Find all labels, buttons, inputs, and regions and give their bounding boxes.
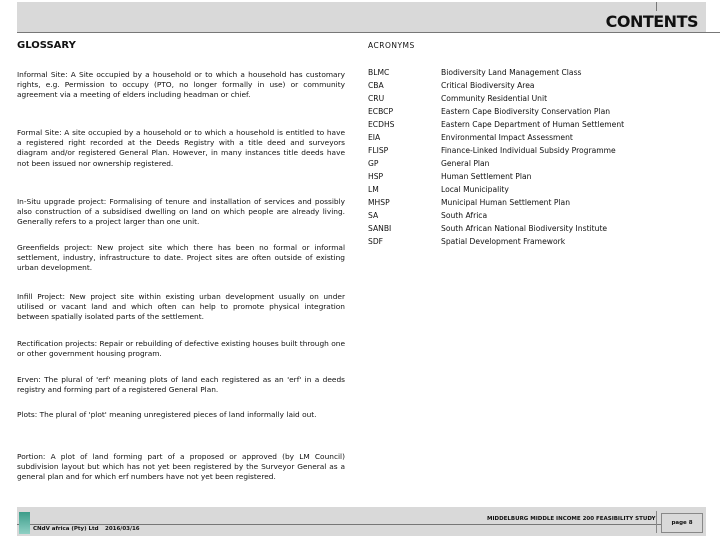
acronym-definition: Critical Biodiversity Area <box>441 81 535 90</box>
acronym-definition: South Africa <box>441 211 488 220</box>
acronym-row <box>368 118 624 131</box>
acronym-definition: Municipal Human Settlement Plan <box>441 198 571 207</box>
acronym-row <box>368 196 624 209</box>
acronym-definition: Community Residential Unit <box>441 94 548 103</box>
glossary-entry: Formal Site: A site occupied by a household or to which a household is entitled to have a registered right recorded at the Deeds Registry with a title deed and surveyors diagram and/or registered General Plan. However, in many instances title deeds have not been issued nor ownership registered. <box>17 128 345 168</box>
acronym-list <box>368 66 624 248</box>
divider <box>656 2 657 11</box>
acronym-definition: Local Municipality <box>441 185 509 194</box>
acronym-abbr: CRU <box>368 94 385 103</box>
acronym-row <box>368 222 624 235</box>
acronym-row <box>368 79 624 92</box>
acronym-row <box>368 157 624 170</box>
footer-company: CNdV africa (Pty) Ltd <box>33 526 99 532</box>
glossary-entry: Erven: The plural of 'erf' meaning plots of land each registered as an 'erf' in a deeds registry and forming part of a registered General Plan. <box>17 375 345 395</box>
acronym-abbr: ECBCP <box>368 107 394 116</box>
acronym-definition: General Plan <box>441 159 490 168</box>
acronym-abbr: FLISP <box>368 146 389 155</box>
page-number: page 8 <box>661 513 703 533</box>
acronym-row <box>368 209 624 222</box>
footer-date: 2016/03/16 <box>105 526 140 532</box>
acronym-definition: Eastern Cape Department of Human Settlement <box>441 120 625 129</box>
acronym-definition: Environmental Impact Assessment <box>441 133 573 142</box>
acronym-abbr: SANBI <box>368 224 392 233</box>
header-rule <box>17 32 720 33</box>
divider <box>656 511 657 533</box>
glossary-entry: Greenfields project: New project site which there has been no formal or informal settlement, industry, infrastructure to date. Project sites are often outside of existing urban development. <box>17 243 345 273</box>
acronym-definition: South African National Biodiversity Institute <box>441 224 608 233</box>
acronym-row <box>368 105 624 118</box>
acronym-abbr: GP <box>368 159 379 168</box>
footer-rule <box>17 524 662 525</box>
acronym-definition: Spatial Development Framework <box>441 237 566 246</box>
glossary-entry: Portion: A plot of land forming part of a proposed or approved (by LM Council) subdivision layout but which has not yet been registered by the Surveyor General as a general plan and for which erf numbers have not yet been registered. <box>17 452 345 482</box>
acronym-definition: Eastern Cape Biodiversity Conservation Plan <box>441 107 611 116</box>
page-title: CONTENTS <box>605 12 698 31</box>
glossary-entry: Infill Project: New project site within existing urban development usually on under utilised or vacant land and which often can help to promote physical integration between spatially isolated parts of the settlement. <box>17 292 345 322</box>
acronym-definition: Finance-Linked Individual Subsidy Programme <box>441 146 616 155</box>
acronym-row <box>368 144 624 157</box>
footer-study-title: MIDDELBURG MIDDLE INCOME 200 FEASIBILITY STUDY <box>487 516 656 522</box>
acronym-definition: Human Settlement Plan <box>441 172 532 181</box>
acronym-row <box>368 170 624 183</box>
acronym-row <box>368 183 624 196</box>
acronym-abbr: EIA <box>368 133 381 142</box>
glossary-entry: In-Situ upgrade project: Formalising of tenure and installation of services and possibly also construction of a subsidised dwelling on land on which people are already living. Generally refers to a project larger than one unit. <box>17 197 345 227</box>
acronym-abbr: HSP <box>368 172 384 181</box>
acronym-abbr: ECDHS <box>368 120 395 129</box>
acronym-abbr: BLMC <box>368 68 390 77</box>
glossary-entry: Rectification projects: Repair or rebuilding of defective existing houses built through one or other government housing program. <box>17 339 345 359</box>
acronym-definition: Biodiversity Land Management Class <box>441 68 582 77</box>
company-logo <box>19 512 30 534</box>
acronym-row <box>368 131 624 144</box>
acronym-abbr: MHSP <box>368 198 390 207</box>
acronym-row <box>368 66 624 79</box>
acronym-abbr: LM <box>368 185 379 194</box>
acronym-row <box>368 92 624 105</box>
glossary-entry: Informal Site: A Site occupied by a household or to which a household has customary rights, e.g. Permission to occupy (PTO, no longer formally in use) or community agreement via a meeting of elders including headman or chief. <box>17 70 345 100</box>
acronym-abbr: CBA <box>368 81 384 90</box>
acronyms-heading: ACRONYMS <box>368 41 415 50</box>
acronym-row <box>368 235 624 248</box>
glossary-heading: GLOSSARY <box>17 40 76 51</box>
acronym-abbr: SA <box>368 211 379 220</box>
header-band <box>17 2 706 32</box>
acronym-abbr: SDF <box>368 237 384 246</box>
glossary-entry: Plots: The plural of 'plot' meaning unregistered pieces of land informally laid out. <box>17 410 317 419</box>
